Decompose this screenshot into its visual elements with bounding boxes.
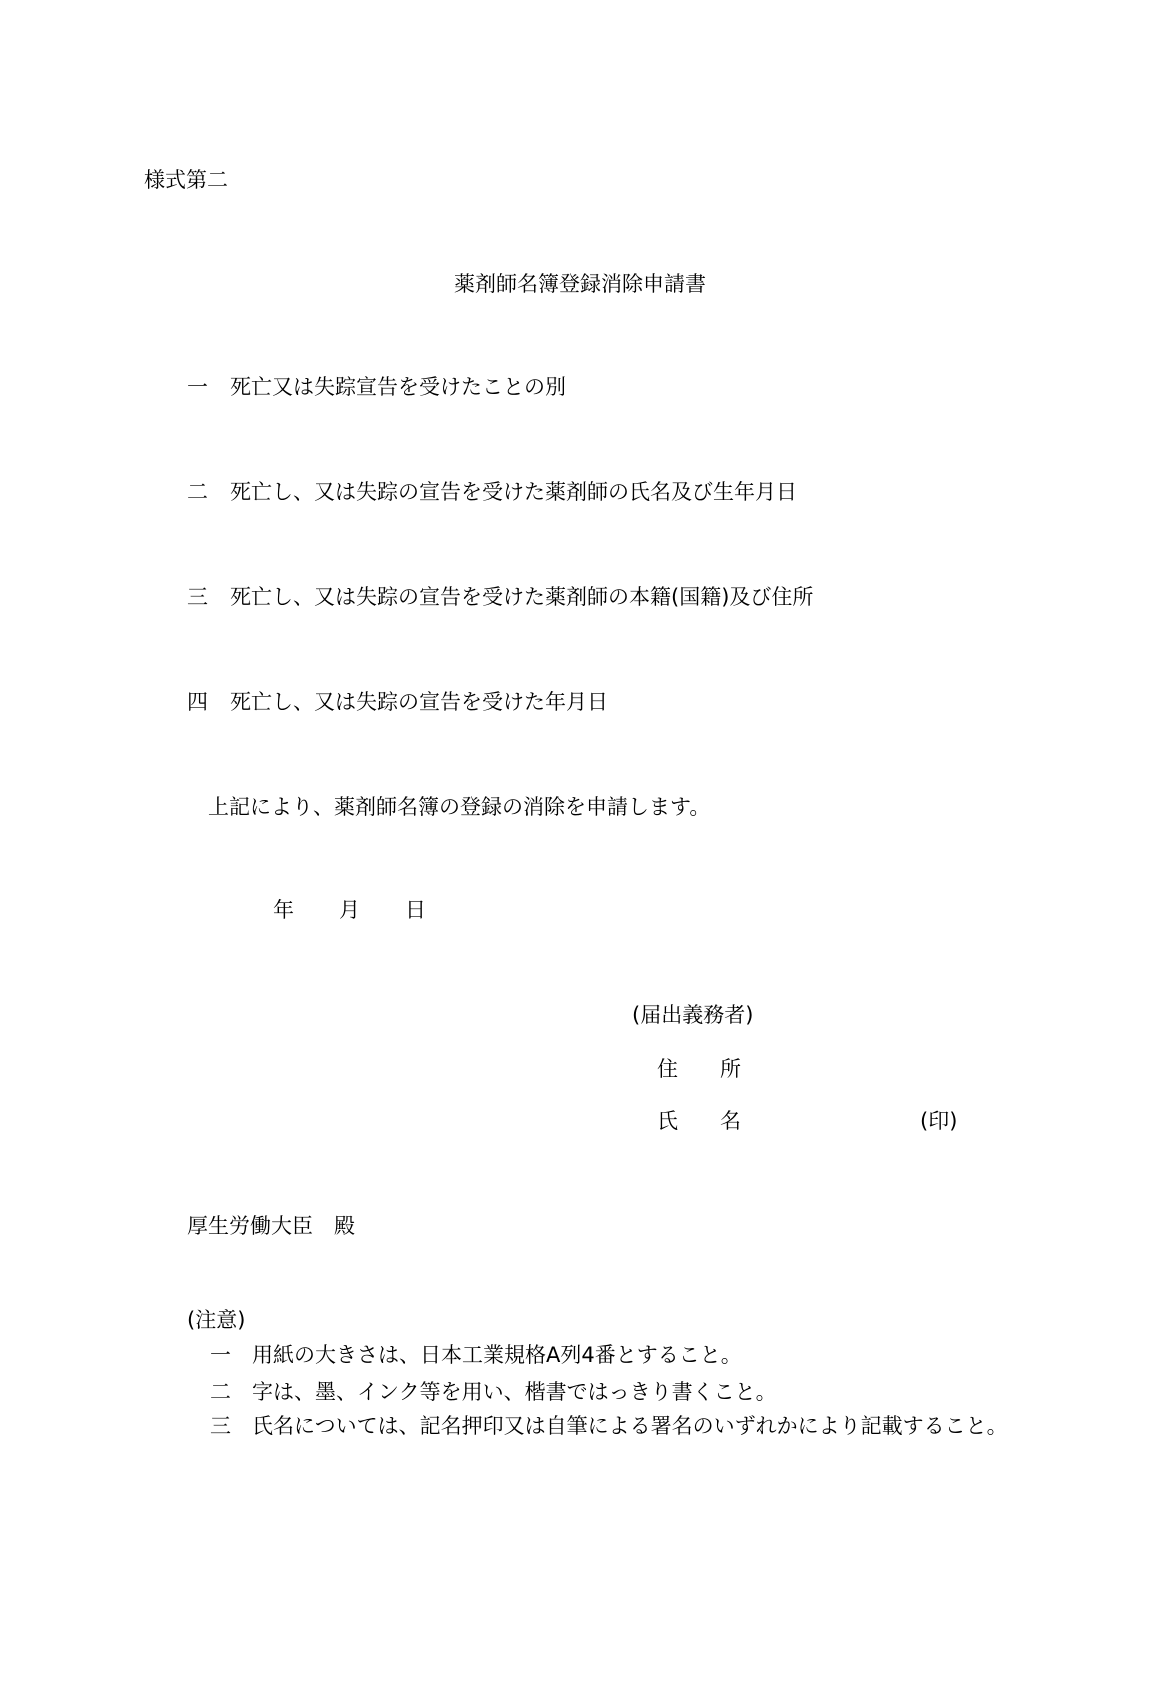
date-day: 日 xyxy=(405,898,426,922)
statement: 上記により、薬剤師名簿の登録の消除を申請します。 xyxy=(208,795,711,819)
note-text: 字は、墨、インク等を用い、楷書ではっきり書くこと。 xyxy=(252,1380,777,1404)
item-number: 三 xyxy=(187,585,208,609)
item-number: 一 xyxy=(187,375,208,399)
note-text: 用紙の大きさは、日本工業規格A列4番とすること。 xyxy=(252,1343,742,1367)
note-text: 氏名については、記名押印又は自筆による署名のいずれかにより記載すること。 xyxy=(252,1414,1008,1438)
name-label: 氏 名 xyxy=(657,1109,741,1133)
date-month: 月 xyxy=(339,898,360,922)
date-year: 年 xyxy=(273,898,294,922)
item-number: 四 xyxy=(187,690,208,714)
notes-heading: (注意) xyxy=(187,1308,246,1332)
document-title: 薬剤師名簿登録消除申請書 xyxy=(454,272,706,296)
item-text: 死亡又は失踪宣告を受けたことの別 xyxy=(230,375,566,399)
item-text: 死亡し、又は失踪の宣告を受けた薬剤師の本籍(国籍)及び住所 xyxy=(230,585,814,609)
note-number: 一 xyxy=(210,1343,231,1367)
note-number: 二 xyxy=(210,1380,231,1404)
item-text: 死亡し、又は失踪の宣告を受けた薬剤師の氏名及び生年月日 xyxy=(230,480,797,504)
form-number: 様式第二 xyxy=(144,168,228,192)
item-text: 死亡し、又は失踪の宣告を受けた年月日 xyxy=(230,690,608,714)
applicant-heading: (届出義務者) xyxy=(632,1003,754,1027)
item-number: 二 xyxy=(187,480,208,504)
address-label: 住 所 xyxy=(657,1057,741,1081)
note-number: 三 xyxy=(210,1414,231,1438)
addressee: 厚生労働大臣 殿 xyxy=(187,1214,355,1238)
seal-mark: (印) xyxy=(920,1109,958,1133)
